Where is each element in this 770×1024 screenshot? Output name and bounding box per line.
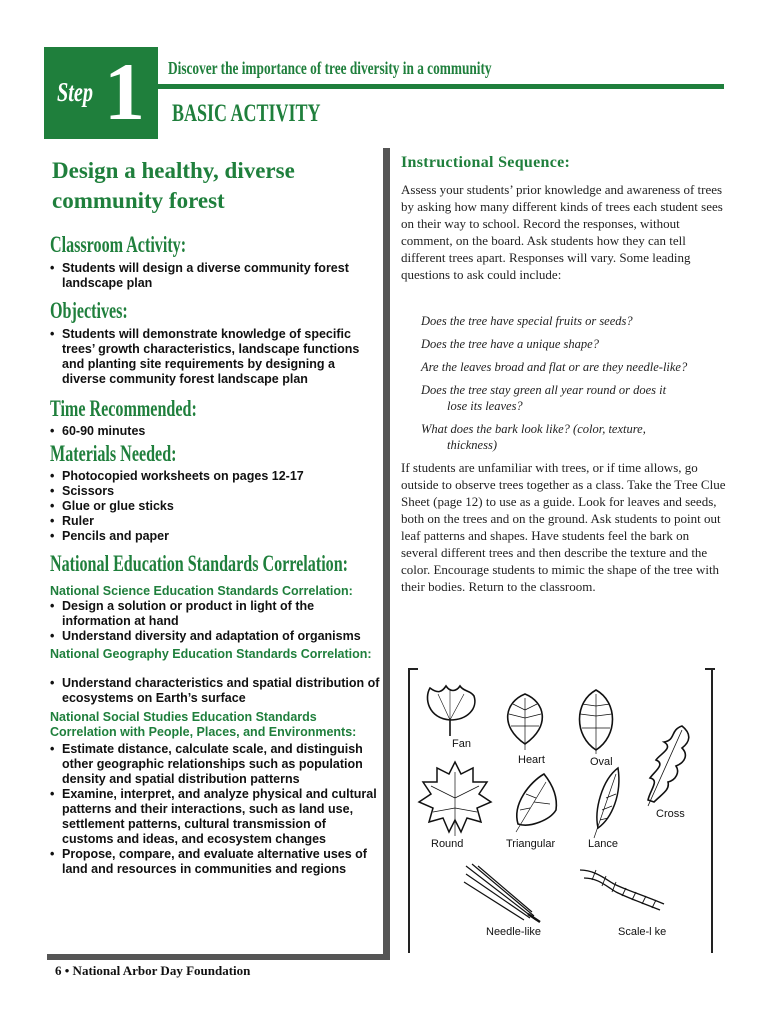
question-4-line1: Does the tree stay green all year round or does it: [421, 383, 667, 397]
activity-title: [52, 156, 295, 216]
page-subtitle: BASIC ACTIVITY: [172, 100, 321, 127]
list-item: • Glue or glue sticks: [50, 499, 380, 514]
round-label: Round: [431, 838, 464, 850]
needle-leaf-icon: [462, 862, 542, 924]
social-heading: National Social Studies Education Standards Correlation with People, Places, and Environments:: [50, 710, 357, 739]
instruction-paragraph: If students are unfamiliar with trees, or if time allows, go outside to observe trees together as a class. Take the Tree Clue Sheet (page 12) to use as a guide. Look for leaves and seeds, both on the trees and on the ground. Ask students to point out leaf patterns and shapes. Have students feel the bark on several different trees and then describe the texture and the color. Encourage students to mimic the shape of the tree with their bodies. Return to the classroom.: [401, 460, 726, 594]
question-4-line2: lose its leaves?: [447, 399, 523, 413]
list-item: • Understand characteristics and spatial distribution of ecosystems on Earth’s surface: [50, 676, 380, 706]
frame-tick: [408, 668, 418, 670]
heart-leaf-icon: [495, 688, 555, 752]
question-5-line2: thickness): [447, 438, 497, 452]
question-5-line1: What does the bark look like? (color, texture,: [421, 422, 646, 436]
oval-label: Oval: [590, 756, 613, 768]
scale-label: Scale-l ke: [618, 926, 667, 938]
objectives-list: [50, 327, 380, 387]
materials-list: [50, 469, 380, 544]
geography-list: [50, 676, 380, 706]
fan-label: Fan: [452, 738, 471, 750]
standards-heading: National Education Standards Correlation:: [50, 551, 349, 576]
classroom-list: [50, 261, 380, 291]
triangular-leaf-icon: [506, 770, 562, 836]
list-item: • Students will demonstrate knowledge of specific trees’ growth characteristics, landscape functions and planting site requirements by designing a diverse community forest landscape plan: [50, 327, 380, 387]
list-item: • 60-90 minutes: [50, 424, 380, 439]
scale-leaf-icon: [574, 864, 670, 916]
list-item: • Understand diversity and adaptation of organisms: [50, 629, 380, 644]
fan-leaf-icon: [420, 680, 480, 740]
time-heading: Time Recommended:: [50, 396, 197, 421]
materials-heading: Materials Needed:: [50, 441, 177, 466]
science-heading: National Science Education Standards Correlation:: [50, 584, 353, 598]
question-2: Does the tree have a unique shape?: [421, 337, 599, 351]
heart-label: Heart: [518, 754, 545, 766]
oval-leaf-icon: [568, 684, 624, 756]
question-5: [421, 421, 726, 453]
list-item: • Design a solution or product in light of the information at hand: [50, 599, 380, 629]
instruction-intro: Assess your students’ prior knowledge and awareness of trees by asking how many different kinds of trees each student sees on their way to school. Record the responses, without comment, on the board. Ask students how they can tell different trees apart. Responses will vary. Some leading questions to ask could include:: [401, 182, 723, 282]
header-rule: [158, 84, 724, 89]
classroom-heading: Classroom Activity:: [50, 232, 187, 257]
step-number: 1: [104, 46, 145, 137]
page-title: Discover the importance of tree diversity in a community: [168, 58, 492, 78]
geography-heading: National Geography Education Standards Correlation:: [50, 647, 372, 661]
list-item: • Photocopied worksheets on pages 12-17: [50, 469, 380, 484]
step-badge: [44, 47, 158, 139]
triangular-label: Triangular: [506, 838, 556, 850]
instruction-heading: Instructional Sequence:: [401, 154, 571, 171]
frame-tick: [705, 668, 715, 670]
step-word: Step: [57, 77, 94, 107]
time-list: [50, 424, 380, 439]
question-3: Are the leaves broad and flat or are they needle-like?: [421, 360, 688, 374]
needle-label: Needle-like: [486, 926, 542, 938]
round-leaf-icon: [415, 758, 495, 838]
social-list: [50, 742, 380, 877]
list-item: • Estimate distance, calculate scale, and distinguish other geographic relationships such as population density and spatial distribution patterns: [50, 742, 380, 787]
lance-label: Lance: [588, 838, 618, 850]
list-item: • Students will design a diverse community forest landscape plan: [50, 261, 380, 291]
list-item: • Scissors: [50, 484, 380, 499]
activity-title-line2: community forest: [52, 188, 225, 213]
list-item: • Pencils and paper: [50, 529, 380, 544]
question-4: [421, 382, 726, 414]
list-item: • Propose, compare, and evaluate alternative uses of land and resources in communities and regions: [50, 847, 380, 877]
cross-label: Cross: [656, 808, 685, 820]
page-footer: 6 • National Arbor Day Foundation: [55, 963, 251, 978]
science-list: [50, 599, 380, 644]
list-item: • Examine, interpret, and analyze physical and cultural patterns and their interactions, such as land use, settlement patterns, cultural transmission of customs and ideas, and ecosystem changes: [50, 787, 380, 847]
objectives-heading: Objectives:: [50, 298, 128, 323]
list-item: • Ruler: [50, 514, 380, 529]
lance-leaf-icon: [588, 764, 628, 840]
cross-leaf-icon: [640, 720, 696, 810]
question-1: Does the tree have special fruits or seeds?: [421, 314, 633, 328]
activity-title-line1: Design a healthy, diverse: [52, 158, 295, 183]
